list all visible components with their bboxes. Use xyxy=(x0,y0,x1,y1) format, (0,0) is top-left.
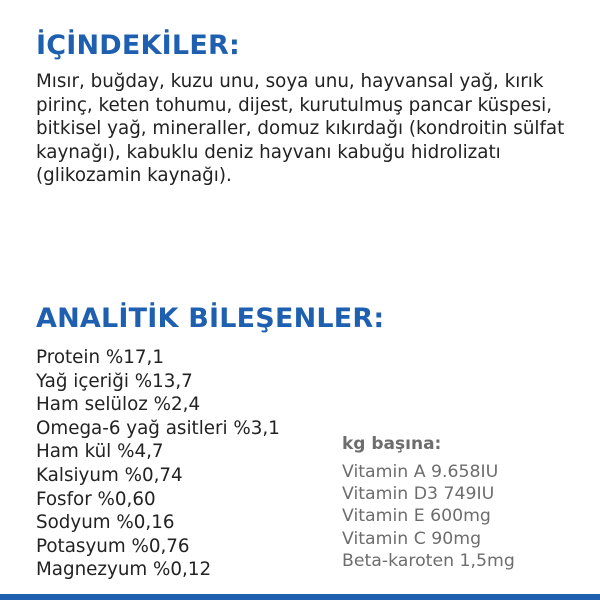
analytic-item-crude-fibre: Ham selüloz %2,4 xyxy=(36,394,201,416)
analytic-item-potassium: Potasyum %0,76 xyxy=(36,535,190,557)
analytic-item-protein: Protein %17,1 xyxy=(36,347,164,368)
vitamin-item-a: Vitamin A 9.658IU xyxy=(342,462,499,482)
per-kg-heading: kg başına: xyxy=(342,434,442,454)
ingredients-heading: İÇİNDEKİLER: xyxy=(36,30,240,61)
vitamin-item-d3: Vitamin D3 749IU xyxy=(342,484,495,505)
analytic-constituents-heading: ANALİTİK BİLEŞENLER: xyxy=(36,303,385,334)
analytic-item-omega-6: Omega-6 yağ asitleri %3,1 xyxy=(36,417,280,439)
analytic-item-magnesium: Magnezyum %0,12 xyxy=(36,559,212,581)
per-kg-vitamin-list xyxy=(342,461,515,572)
analytic-constituents-list xyxy=(36,346,280,582)
vitamin-item-beta-carotene: Beta-karoten 1,5mg xyxy=(342,550,515,571)
vitamin-item-c: Vitamin C 90mg xyxy=(342,528,482,549)
analytic-item-crude-ash: Ham kül %4,7 xyxy=(36,441,164,463)
analytic-item-calcium: Kalsiyum %0,74 xyxy=(36,464,183,486)
analytic-item-sodium: Sodyum %0,16 xyxy=(36,512,175,534)
analytic-item-fat: Yağ içeriği %13,7 xyxy=(36,370,193,392)
vitamin-item-e: Vitamin E 600mg xyxy=(342,506,491,527)
ingredients-text: Mısır, buğday, kuzu unu, soya unu, hayvansal yağ, kırık pirinç, keten tohumu, dijest, kurutulmuş pancar küspesi, bitkisel yağ, mineraller, domuz kıkırdağı (kondroitin sülfat kaynağı), kabuklu deniz hayvanı kabuğu hidrolizatı (glikozamin kaynağı). xyxy=(36,71,565,186)
bottom-accent-bar xyxy=(0,594,600,600)
analytic-item-phosphorus: Fosfor %0,60 xyxy=(36,488,156,510)
